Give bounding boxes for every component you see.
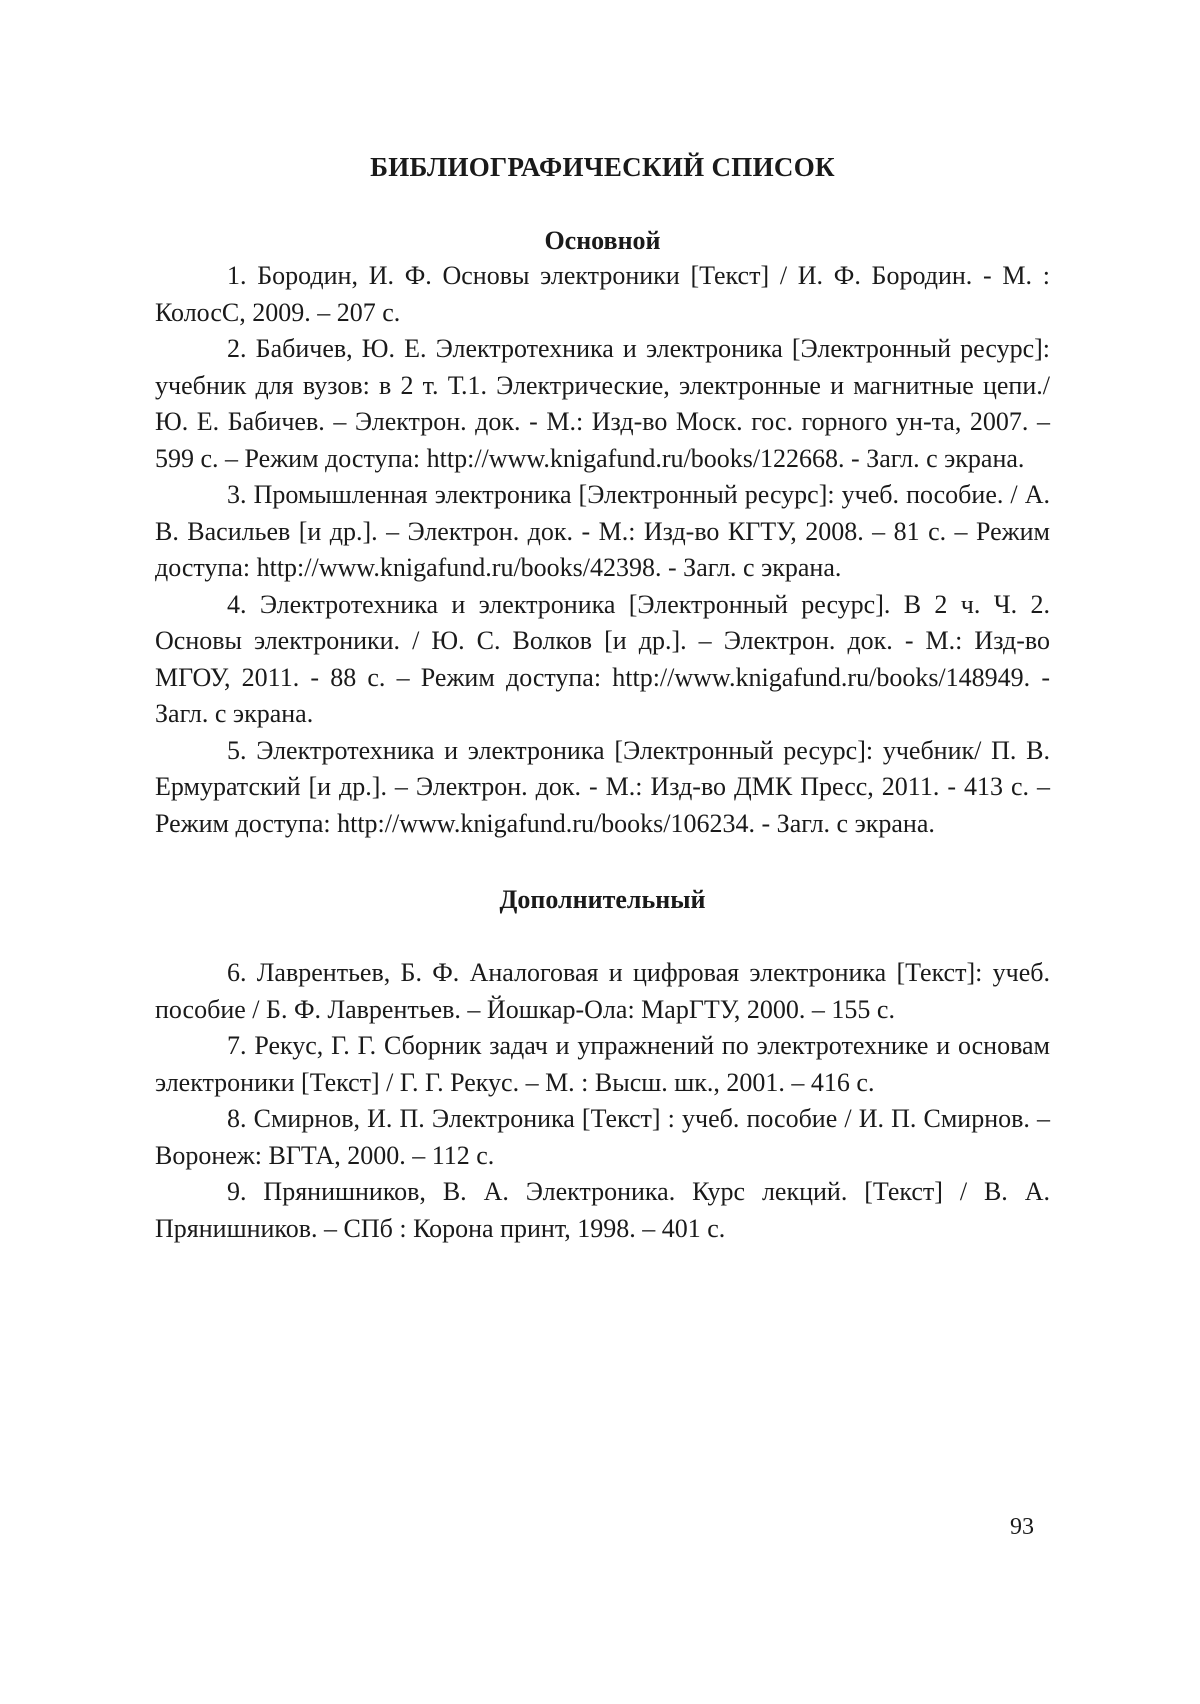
bibliography-entry: 3. Промышленная электроника [Электронный ресурс]: учеб. пособие. / А. В. Васильев [и др.]. – Электрон. док. - М.: Изд-во КГТУ, 2008. – 81 с. – Режим доступа: http://www.knigafund.ru/books/42398. - Загл. с экрана.	[155, 477, 1050, 587]
additional-section	[155, 882, 1050, 1247]
bibliography-entry: 8. Смирнов, И. П. Электроника [Текст] : учеб. пособие / И. П. Смирнов. – Воронеж: ВГТА, 2000. – 112 с.	[155, 1101, 1050, 1174]
bibliography-entry: 6. Лаврентьев, Б. Ф. Аналоговая и цифровая электроника [Текст]: учеб. пособие / Б. Ф. Лаврентьев. – Йошкар-Ола: МарГТУ, 2000. – 155 с.	[155, 955, 1050, 1028]
bibliography-entry: 9. Прянишников, В. А. Электроника. Курс лекций. [Текст] / В. А. Прянишников. – СПб : Корона принт, 1998. – 401 с.	[155, 1174, 1050, 1247]
bibliography-entry: 4. Электротехника и электроника [Электронный ресурс]. В 2 ч. Ч. 2. Основы электроники. / Ю. С. Волков [и др.]. – Электрон. док. - М.: Изд-во МГОУ, 2011. - 88 с. – Режим доступа: http://www.knigafund.ru/books/148949. - Загл. с экрана.	[155, 587, 1050, 733]
page-title: БИБЛИОГРАФИЧЕСКИЙ СПИСОК	[155, 150, 1050, 185]
bibliography-entry: 1. Бородин, И. Ф. Основы электроники [Текст] / И. Ф. Бородин. - М. : КолосС, 2009. – 207 с.	[155, 258, 1050, 331]
main-section	[155, 223, 1050, 842]
additional-section-heading: Дополнительный	[155, 882, 1050, 917]
bibliography-page	[155, 150, 1050, 1247]
bibliography-entry: 2. Бабичев, Ю. Е. Электротехника и электроника [Электронный ресурс]: учебник для вузов: в 2 т. Т.1. Электрические, электронные и магнитные цепи./ Ю. Е. Бабичев. – Электрон. док. - М.: Изд-во Моск. гос. горного ун-та, 2007. – 599 с. – Режим доступа: http://www.knigafund.ru/books/122668. - Загл. с экрана.	[155, 331, 1050, 477]
bibliography-entry: 7. Рекус, Г. Г. Сборник задач и упражнений по электротехнике и основам электроники [Текст] / Г. Г. Рекус. – М. : Высш. шк., 2001. – 416 с.	[155, 1028, 1050, 1101]
bibliography-entry: 5. Электротехника и электроника [Электронный ресурс]: учебник/ П. В. Ермуратский [и др.]. – Электрон. док. - М.: Изд-во ДМК Пресс, 2011. - 413 с. – Режим доступа: http://www.knigafund.ru/books/106234. - Загл. с экрана.	[155, 733, 1050, 843]
page-number: 93	[1010, 1514, 1034, 1541]
main-section-heading: Основной	[155, 223, 1050, 258]
